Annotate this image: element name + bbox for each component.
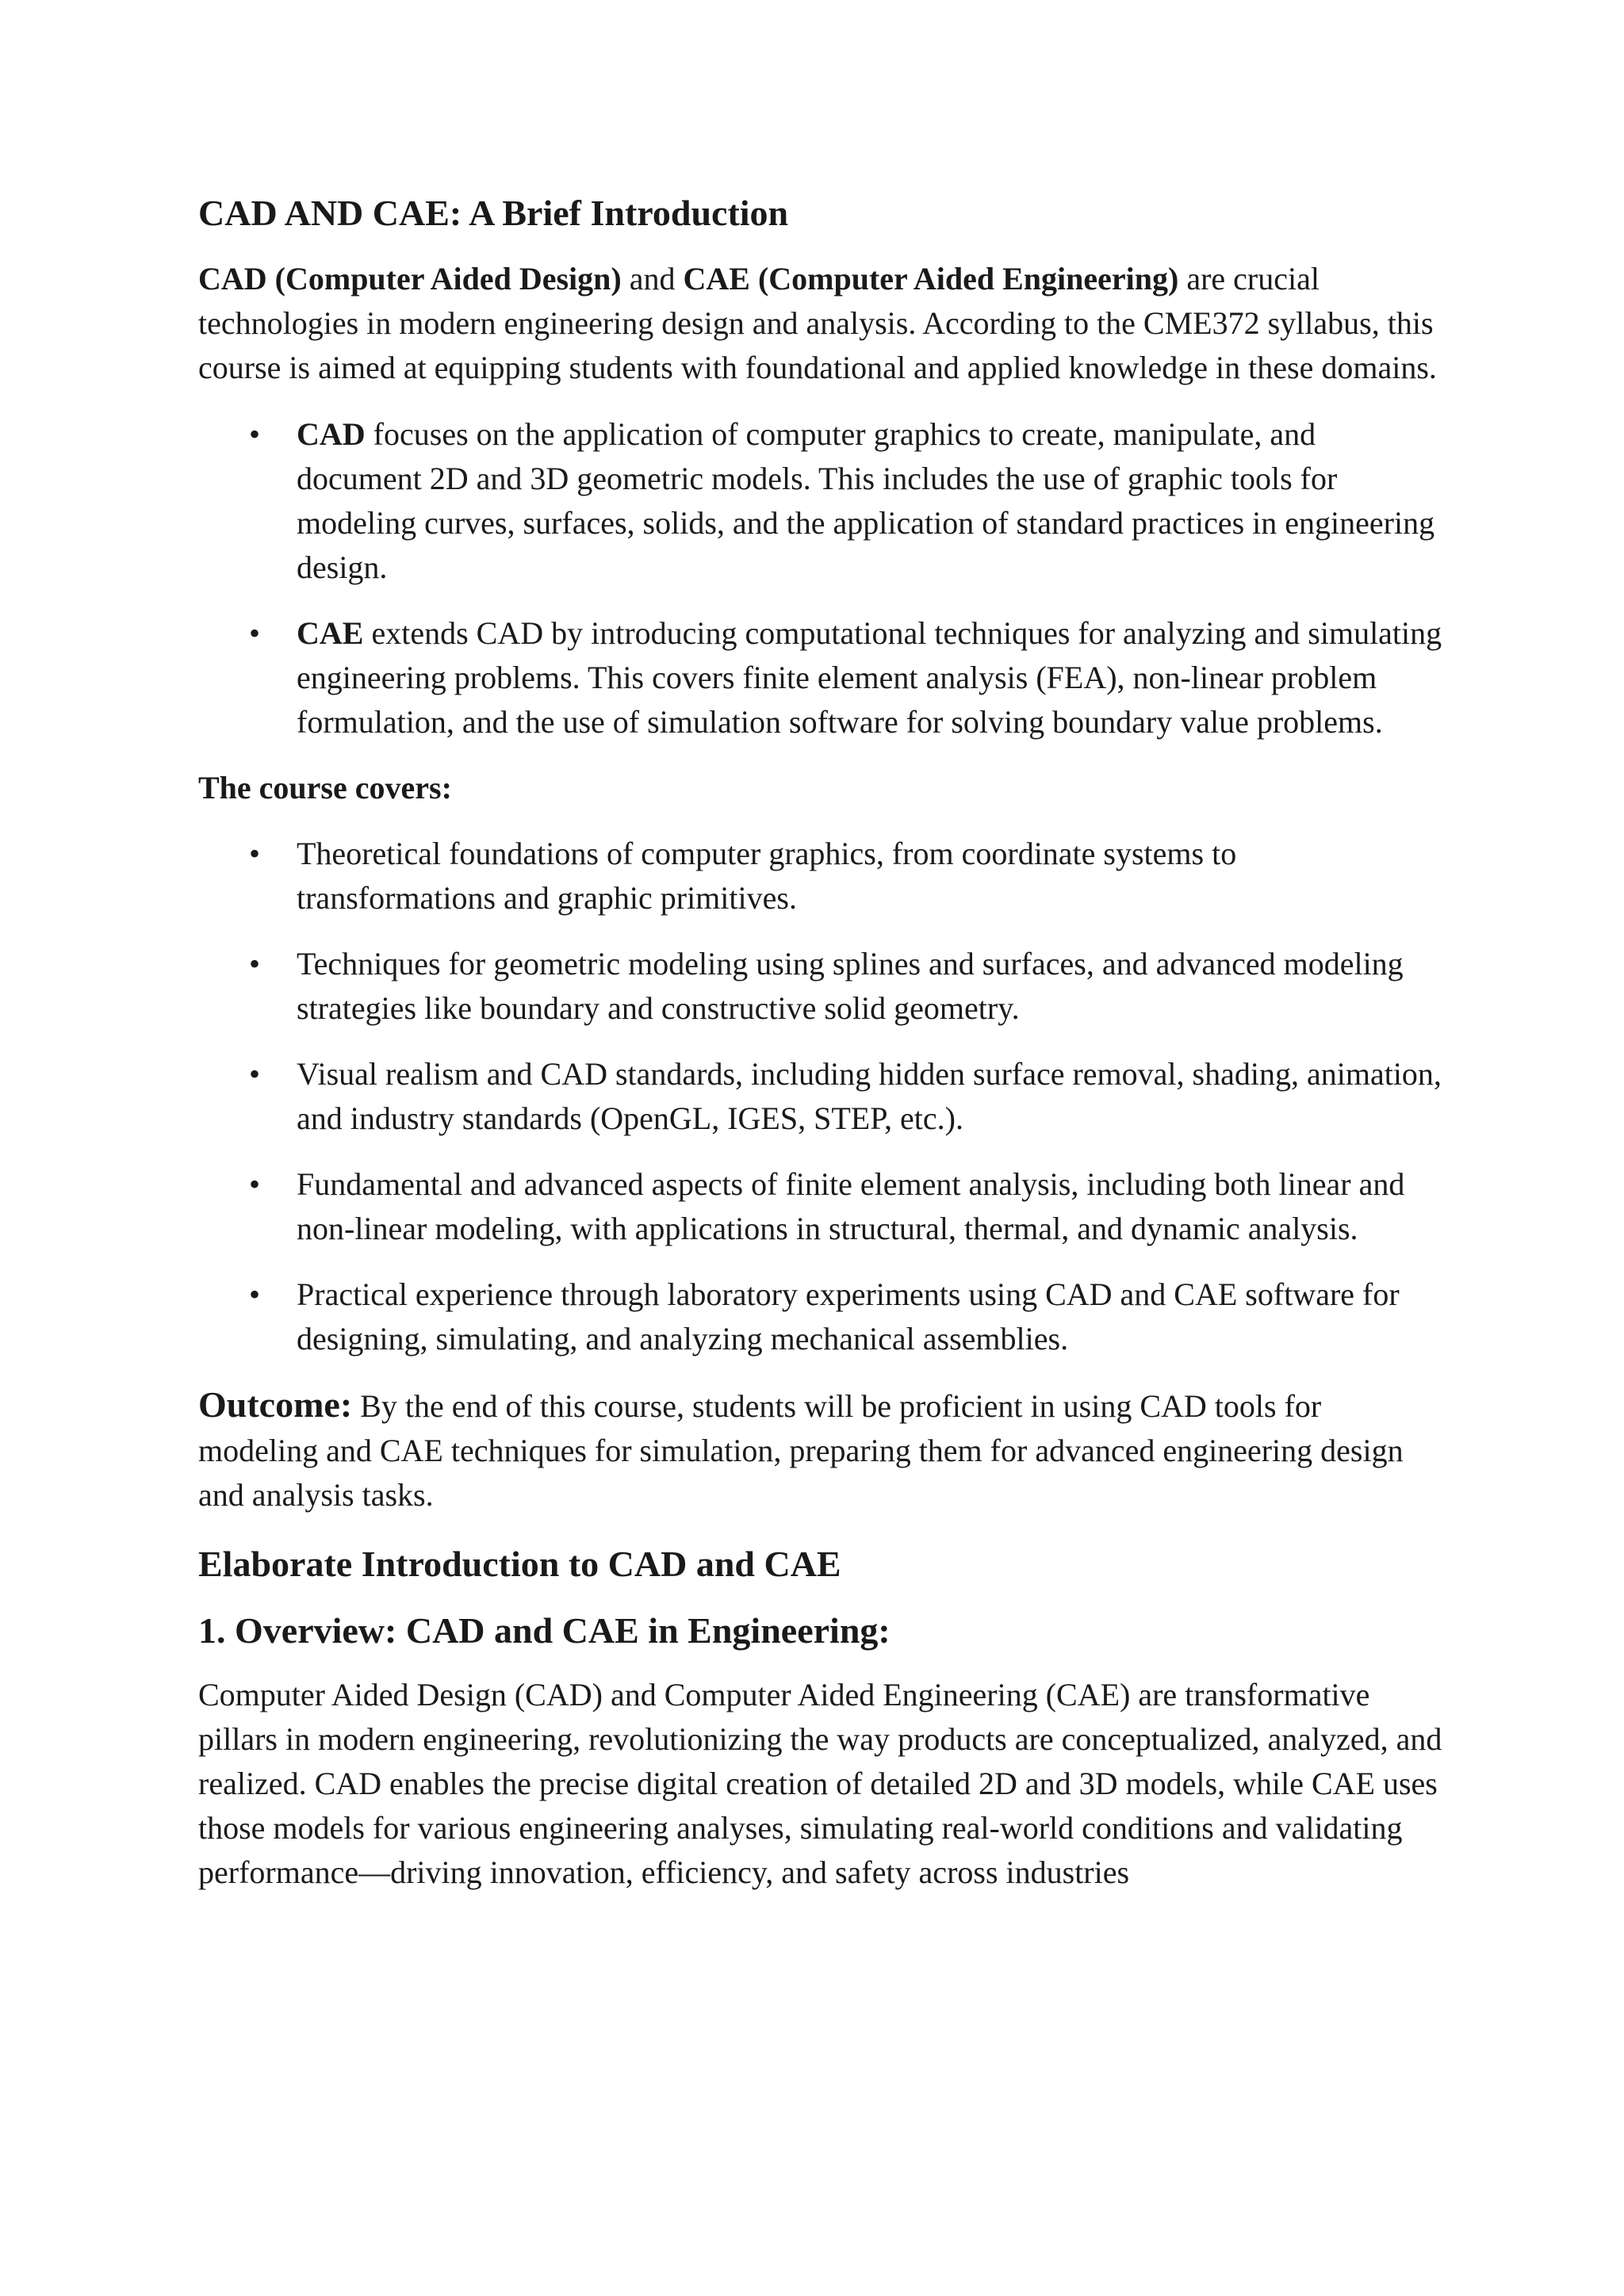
covers-list: [198, 832, 1443, 1361]
overview-paragraph: Computer Aided Design (CAD) and Computer Aided Engineering (CAE) are transformative pillars in modern engineering, revolutionizing the way products are conceptualized, analyzed, and realized. CAD enables the precise digital creation of detailed 2D and 3D models, while CAE uses those models for various engineering analyses, simulating real-world conditions and validating performance—driving innovation, efficiency, and safety across industries: [198, 1677, 1442, 1890]
list-item-text: Theoretical foundations of computer graphics, from coordinate systems to transformations and graphic primitives.: [297, 836, 1237, 916]
list-item: [198, 942, 1443, 1031]
bullet-icon: •: [249, 946, 261, 982]
cae-term: CAE (Computer Aided Engineering): [683, 261, 1179, 297]
list-item-text: Visual realism and CAD standards, including hidden surface removal, shading, animation, and industry standards (OpenGL, IGES, STEP, etc.).: [297, 1056, 1442, 1136]
definition-term: CAE: [297, 615, 364, 651]
section-heading-elaborate: Elaborate Introduction to CAD and CAE: [198, 1544, 841, 1584]
bullet-icon: •: [249, 1276, 261, 1312]
list-item: [198, 1162, 1443, 1251]
bullet-icon: •: [249, 1056, 261, 1092]
list-item: [198, 832, 1443, 920]
definition-term: CAD: [297, 416, 366, 452]
list-item-text: Techniques for geometric modeling using splines and surfaces, and advanced modeling strategies like boundary and constructive solid geometry.: [297, 946, 1404, 1026]
definitions-list: [198, 412, 1443, 744]
outcome-text: By the end of this course, students will be proficient in using CAD tools for modeling and CAE techniques for simulation, preparing them for advanced engineering design and analysis tasks.: [198, 1388, 1404, 1513]
intro-paragraph: [198, 257, 1443, 390]
list-item: [198, 611, 1443, 744]
intro-rest: are crucial technologies in modern engineering design and analysis. According to the CME372 syllabus, this course is aimed at equipping students with foundational and applied knowledge in these domains.: [198, 261, 1437, 385]
bullet-icon: •: [249, 836, 261, 871]
section-heading-overview: 1. Overview: CAD and CAE in Engineering:: [198, 1610, 891, 1651]
definition-text: focuses on the application of computer graphics to create, manipulate, and document 2D and 3D geometric models. This includes the use of graphic tools for modeling curves, surfaces, solids, and the application of standard practices in engineering design.: [297, 416, 1435, 585]
list-item: [198, 1272, 1443, 1361]
document-page: [198, 190, 1443, 1895]
list-item: [198, 1052, 1443, 1141]
bullet-icon: •: [249, 1166, 261, 1202]
cad-term: CAD (Computer Aided Design): [198, 261, 622, 297]
outcome-label: Outcome:: [198, 1384, 353, 1425]
bullet-icon: •: [249, 416, 261, 452]
list-item: [198, 412, 1443, 590]
outcome-paragraph: [198, 1383, 1443, 1517]
and-word: and: [621, 261, 684, 297]
definition-text: extends CAD by introducing computational techniques for analyzing and simulating engineering problems. This covers finite element analysis (FEA), non-linear problem formulation, and the use of simulation software for solving boundary value problems.: [297, 615, 1442, 740]
covers-heading: The course covers:: [198, 770, 452, 806]
bullet-icon: •: [249, 615, 261, 651]
page-title: CAD AND CAE: A Brief Introduction: [198, 193, 789, 233]
list-item-text: Practical experience through laboratory experiments using CAD and CAE software for designing, simulating, and analyzing mechanical assemblies.: [297, 1276, 1400, 1357]
list-item-text: Fundamental and advanced aspects of finite element analysis, including both linear and non-linear modeling, with applications in structural, thermal, and dynamic analysis.: [297, 1166, 1405, 1246]
